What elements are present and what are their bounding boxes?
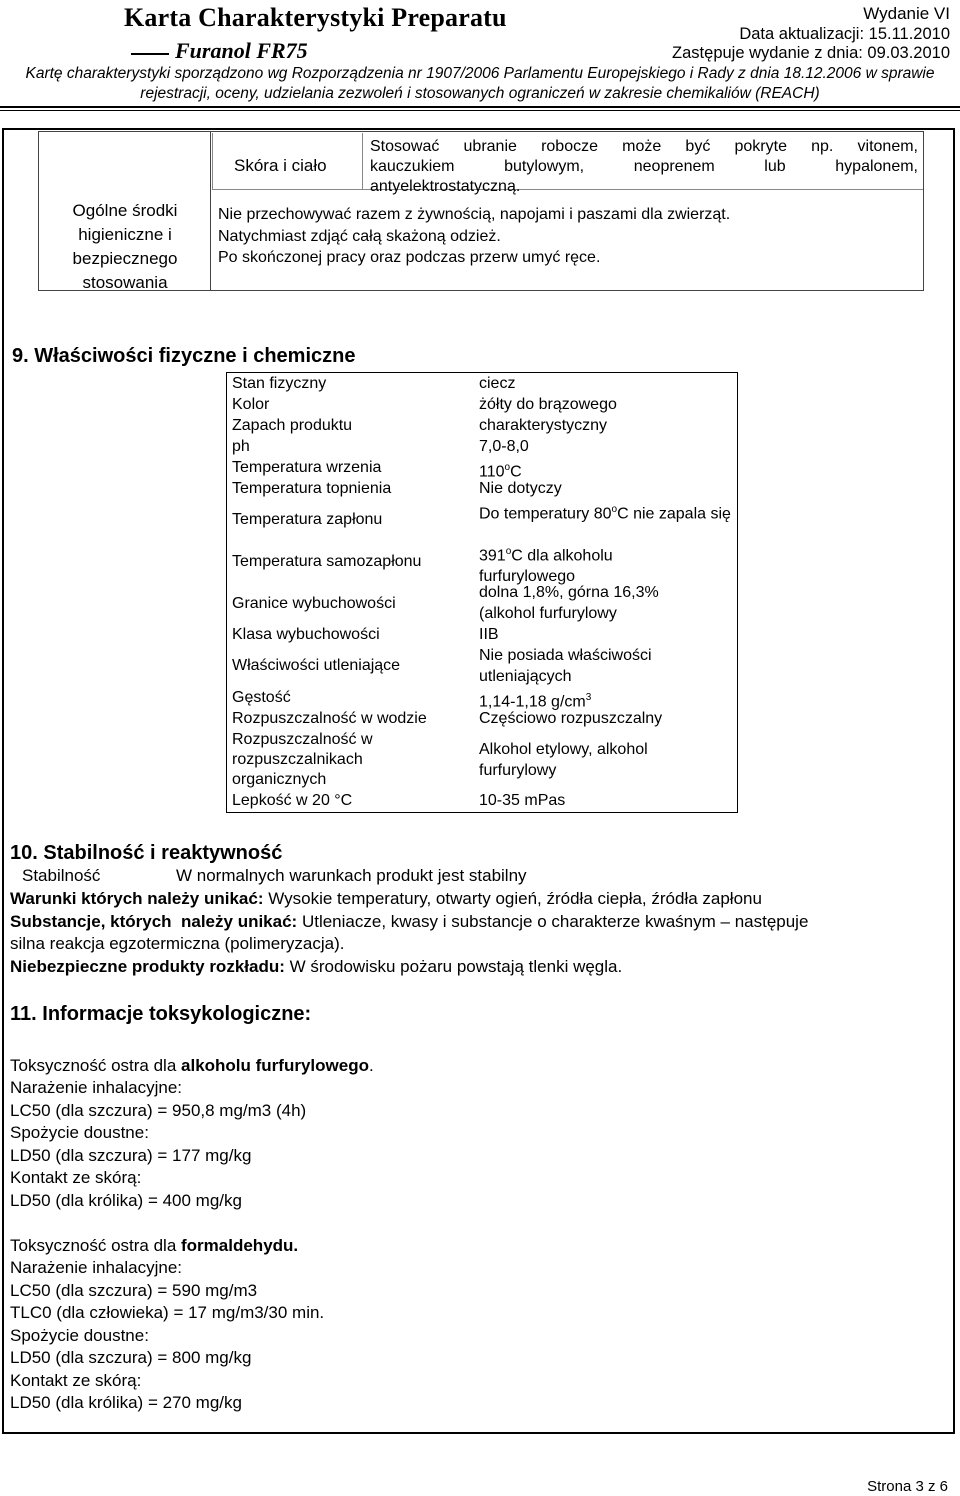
toxicity-line: Spożycie doustne: xyxy=(10,1123,149,1142)
avoid-substances-label: Substancje, których należy unikać: xyxy=(10,912,298,931)
toxicity-block-1 xyxy=(10,1077,306,1212)
property-label: Granice wybuchowości xyxy=(232,595,396,612)
skin-text-line: Stosować ubranie robocze może być pokryte np. vitonem, xyxy=(370,138,918,155)
toxicity-intro xyxy=(10,1055,374,1077)
section-9-title: 9. Właściwości fizyczne i chemiczne xyxy=(12,345,356,367)
document-title: Karta Charakterystyki Preparatu xyxy=(124,3,507,32)
skin-text-line: antyelektrostatyczną. xyxy=(370,178,521,195)
regulation-line-2: rejestracji, oceny, udzielania zezwoleń i stosowanych ograniczeń w zakresie chemikaliów (REACH) xyxy=(140,85,820,102)
property-value: Alkohol etylowy, alkohol furfurylowy xyxy=(479,741,648,779)
toxicity-line: LC50 (dla szczura) = 950,8 mg/m3 (4h) xyxy=(10,1100,307,1120)
page-number: Strona 3 z 6 xyxy=(867,1478,948,1495)
property-value: Częściowo rozpuszczalny xyxy=(479,710,663,727)
avoid-conditions-value: Wysokie temperatury, otwarty ogień, źródła ciepła, źródła zapłonu xyxy=(268,889,762,908)
avoid-substances-cont: silna reakcja egzotermiczna (polimeryzacja). xyxy=(10,934,345,953)
toxicity-line: Kontakt ze skórą: xyxy=(10,1370,142,1390)
property-value: charakterystyczny xyxy=(479,417,608,434)
skin-cell-divider xyxy=(362,133,363,189)
property-label: Rozpuszczalność w rozpuszczalnikach organicznych xyxy=(232,731,373,788)
hygiene-table-divider xyxy=(210,131,211,291)
general-hygiene-text xyxy=(218,204,730,269)
skin-label: Skóra i ciało xyxy=(234,156,327,175)
toxicity-line: LD50 (dla królika) = 270 mg/kg xyxy=(10,1393,242,1412)
period: . xyxy=(368,1056,374,1075)
toxicity-block-2 xyxy=(10,1257,324,1415)
property-value: Nie posiada właściwości utleniających xyxy=(479,647,652,685)
toxicity-line: Kontakt ze skórą: xyxy=(10,1168,142,1187)
edition: Wydanie VI xyxy=(863,4,950,23)
hygiene-label xyxy=(40,199,210,295)
avoid-substances-value: Utleniacze, kwasy i substancje o charakterze kwaśnym – następuje xyxy=(301,912,809,931)
property-value: Nie dotyczy xyxy=(479,480,562,497)
toxicity-line: LD50 (dla szczura) = 800 mg/kg xyxy=(10,1348,252,1367)
toxicity-intro-text: Toksyczność ostra dla xyxy=(10,1056,182,1075)
property-value: 391$^o$C dla alkoholu furfurylowego xyxy=(479,546,613,585)
decomposition xyxy=(10,956,622,978)
hygiene-label-line: higieniczne i xyxy=(78,225,172,244)
update-date: Data aktualizacji: 15.11.2010 xyxy=(739,25,950,43)
stability-value: W normalnych warunkach produkt jest stabilny xyxy=(176,866,527,885)
skin-text xyxy=(370,137,918,197)
skin-text-line: kauczukiem butylowym, neoprenem lub hypalonem, xyxy=(370,158,918,175)
toxicity-line: LD50 (dla królika) = 400 mg/kg xyxy=(10,1190,242,1210)
section-11-title: 11. Informacje toksykologiczne: xyxy=(10,1003,312,1025)
property-value: ciecz xyxy=(479,375,516,392)
toxicity-intro-text: Toksyczność ostra dla xyxy=(10,1236,182,1255)
replaces-edition: Zastępuje wydanie z dnia: 09.03.2010 xyxy=(672,44,950,62)
property-label: Temperatura wrzenia xyxy=(232,459,382,476)
property-value: dolna 1,8%, górna 16,3% (alkohol furfurylowy xyxy=(479,584,659,622)
hygiene-label-line: Ogólne środki xyxy=(72,201,178,220)
toxicity-line: Narażenie inhalacyjne: xyxy=(10,1258,182,1277)
toxicity-line: TLC0 (dla człowieka) = 17 mg/m3/30 min. xyxy=(10,1303,325,1322)
property-label: Kolor xyxy=(232,396,270,413)
property-label: Klasa wybuchowości xyxy=(232,626,380,643)
property-value: 7,0-8,0 xyxy=(479,438,529,455)
property-label: ph xyxy=(232,438,250,455)
avoid-conditions xyxy=(10,888,762,910)
property-label: Temperatura samozapłonu xyxy=(232,553,422,570)
toxicity-substance: formaldehydu. xyxy=(181,1236,299,1255)
toxicity-line: LD50 (dla szczura) = 177 mg/kg xyxy=(10,1145,252,1165)
toxicity-intro xyxy=(10,1235,298,1257)
avoid-conditions-label: Warunki których należy unikać: xyxy=(10,889,264,908)
property-label: Stan fizyczny xyxy=(232,375,327,392)
hygiene-label-line: bezpiecznego xyxy=(72,249,178,268)
general-hygiene-line: Nie przechowywać razem z żywnością, napojami i paszami dla zwierząt. xyxy=(218,206,731,223)
property-value: Do temperatury 80$^o$C nie zapala się xyxy=(479,504,731,523)
toxicity-line: LC50 (dla szczura) = 590 mg/m3 xyxy=(10,1280,258,1300)
property-label: Lepkość w 20 °C xyxy=(232,792,353,809)
property-value: 10-35 mPas xyxy=(479,792,566,809)
decomposition-value: W środowisku pożaru powstają tlenki węgla. xyxy=(289,957,623,976)
section-10-title: 10. Stabilność i reaktywność xyxy=(10,842,283,864)
property-value: żółty do brązowego xyxy=(479,396,617,413)
decomposition-label: Niebezpieczne produkty rozkładu: xyxy=(10,957,285,976)
header-divider-thin xyxy=(0,110,960,111)
avoid-substances xyxy=(10,911,808,933)
property-label: Gęstość xyxy=(232,689,291,706)
hygiene-label-line: stosowania xyxy=(82,273,168,292)
product-name: Furanol FR75 xyxy=(175,38,308,63)
toxicity-line: Narażenie inhalacyjne: xyxy=(10,1078,182,1097)
general-hygiene-line: Natychmiast zdjąć całą skażoną odzież. xyxy=(218,227,501,245)
property-label: Rozpuszczalność w wodzie xyxy=(232,710,427,727)
property-value: 110$^o$C xyxy=(479,462,522,481)
property-value: 1,14-1,18 $g/cm^3$ xyxy=(479,692,592,711)
general-hygiene-line: Po skończonej pracy oraz podczas przerw umyć ręce. xyxy=(218,249,601,266)
property-value: IIB xyxy=(479,626,499,643)
toxicity-line: Spożycie doustne: xyxy=(10,1325,149,1345)
regulation-line-1: Kartę charakterystyki sporządzono wg Rozporządzenia nr 1907/2006 Parlamentu Europejskiego i Rady z dnia 18.12.2006 w sprawie xyxy=(25,65,935,82)
toxicity-substance: alkoholu furfurylowego xyxy=(181,1056,369,1075)
header-divider xyxy=(0,106,960,108)
property-label: Właściwości utleniające xyxy=(232,657,401,674)
stability-label: Stabilność xyxy=(22,866,101,885)
property-label: Temperatura zapłonu xyxy=(232,511,383,528)
property-label: Zapach produktu xyxy=(232,417,353,434)
property-label: Temperatura topnienia xyxy=(232,480,392,497)
